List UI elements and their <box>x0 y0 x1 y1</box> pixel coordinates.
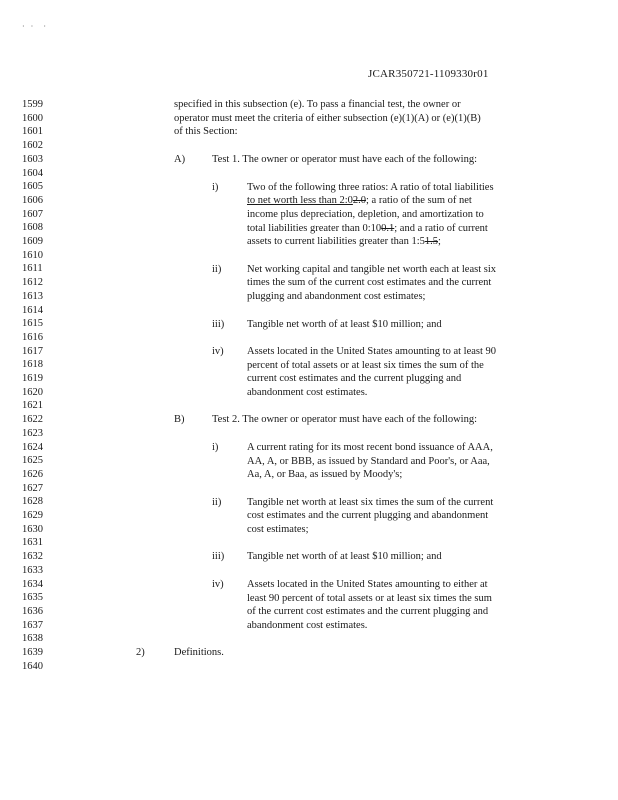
line-number: 1623 <box>22 427 43 439</box>
test-a-item-ii-marker: ii) <box>212 263 222 275</box>
line-number: 1634 <box>22 578 43 590</box>
test-a-item-i-line-3: income plus depreciation, depletion, and amortization to <box>247 208 484 220</box>
intro-line-2: operator must meet the criteria of either subsection (e)(1)(A) or (e)(1)(B) <box>174 112 481 124</box>
test-b-marker: B) <box>174 414 185 426</box>
line-number: 1614 <box>22 304 43 316</box>
line-number: 1604 <box>22 167 43 179</box>
test-b-item-ii-line-2: cost estimates and the current plugging and abandonment <box>247 510 489 522</box>
line-number: 1631 <box>22 537 43 549</box>
line-number: 1627 <box>22 482 43 494</box>
test-b-item-i-line-3: Aa, A, or Baa, as issued by Moody's; <box>247 469 403 481</box>
test-a-item-iv-marker: iv) <box>212 345 224 357</box>
test-b-item-ii-line-1: Tangible net worth at least six times the sum of the current <box>247 496 494 508</box>
test-a-item-i-line-4: total liabilities greater than 0:100.1; and a ratio of current <box>247 222 488 234</box>
line-number: 1617 <box>22 345 43 357</box>
line-number: 1636 <box>22 605 43 617</box>
line-number: 1610 <box>22 249 43 261</box>
line-number: 1616 <box>22 331 43 343</box>
test-b-item-iii-line-1: Tangible net worth of at least $10 million; and <box>247 551 442 563</box>
line-number: 1635 <box>22 592 43 604</box>
test-a-item-i-line-5: assets to current liabilities greater than 1:51.5; <box>247 236 441 248</box>
line-number: 1628 <box>22 496 43 508</box>
test-a-item-ii-line-2: times the sum of the current cost estimates and the current <box>247 277 492 289</box>
section-2-heading: Definitions. <box>174 647 224 659</box>
line-number: 1633 <box>22 564 43 576</box>
intro-line-1: specified in this subsection (e). To pass a financial test, the owner or <box>174 99 461 110</box>
section-2-marker: 2) <box>136 647 145 659</box>
line-number: 1607 <box>22 208 43 220</box>
line-number: 1602 <box>22 140 43 152</box>
test-b-item-iv-line-2: least 90 percent of total assets or at least six times the sum <box>247 592 492 604</box>
line-number: 1640 <box>22 660 43 672</box>
test-a-item-ii-line-1: Net working capital and tangible net worth each at least six <box>247 263 497 275</box>
line-number: 1599 <box>22 99 43 110</box>
document-id: JCAR350721-1109330r01 <box>368 68 489 80</box>
line-number: 1600 <box>22 112 43 124</box>
test-b-item-iv-line-4: abandonment cost estimates. <box>247 619 368 631</box>
test-a-item-iv-line-1: Assets located in the United States amounting to at least 90 <box>247 345 497 357</box>
test-b-item-iv-line-3: of the current cost estimates and the current plugging and <box>247 606 489 618</box>
test-a-item-i-line-2: to net worth less than 2:02.0; a ratio of the sum of net <box>247 195 472 207</box>
line-number: 1613 <box>22 290 43 302</box>
test-a-item-iii-marker: iii) <box>212 318 225 330</box>
test-b-item-i-marker: i) <box>212 441 219 453</box>
test-b-item-ii-line-3: cost estimates; <box>247 524 309 535</box>
test-b-item-i-line-2: AA, A, or BBB, as issued by Standard and Poor's, or Aaa, <box>247 455 490 467</box>
line-number: 1624 <box>22 441 43 453</box>
line-number: 1608 <box>22 222 43 234</box>
test-b-item-iv-line-1: Assets located in the United States amounting to either at <box>247 578 488 590</box>
line-number: 1603 <box>22 153 43 165</box>
intro-line-3: of this Section: <box>174 126 238 138</box>
line-number: 1605 <box>22 181 43 193</box>
test-a-item-i-line-1: Two of the following three ratios: A ratio of total liabilities <box>247 181 494 193</box>
line-number: 1611 <box>22 263 43 275</box>
test-a-item-iv-line-4: abandonment cost estimates. <box>247 387 368 398</box>
line-number: 1606 <box>22 194 43 206</box>
test-a-marker: A) <box>174 154 186 165</box>
line-number: 1639 <box>22 647 43 658</box>
test-a-item-iv-line-2: percent of total assets or at least six times the sum of the <box>247 359 484 371</box>
test-b-item-iv-marker: iv) <box>212 578 224 590</box>
test-b-item-i-line-1: A current rating for its most recent bond issuance of AAA, <box>247 441 493 453</box>
line-number: 1601 <box>22 126 43 138</box>
test-b-heading: Test 2. The owner or operator must have each of the following: <box>212 414 477 426</box>
line-number: 1622 <box>22 414 43 426</box>
line-number: 1619 <box>22 373 43 384</box>
test-a-heading: Test 1. The owner or operator must have each of the following: <box>212 154 477 165</box>
line-number: 1625 <box>22 455 43 467</box>
line-number: 1632 <box>22 551 43 563</box>
line-number: 1615 <box>22 318 43 330</box>
line-number: 1637 <box>22 619 43 631</box>
line-number: 1620 <box>22 386 43 398</box>
test-b-item-ii-marker: ii) <box>212 496 222 508</box>
test-a-item-i-marker: i) <box>212 181 219 193</box>
line-number: 1609 <box>22 236 43 247</box>
test-b-item-iii-marker: iii) <box>212 551 225 563</box>
scan-specks: · · · <box>22 22 46 31</box>
test-a-item-iii-line-1: Tangible net worth of at least $10 million; and <box>247 318 442 330</box>
line-number: 1621 <box>22 400 43 412</box>
line-number: 1612 <box>22 277 43 289</box>
line-number: 1629 <box>22 510 43 521</box>
line-number: 1618 <box>22 359 43 371</box>
test-a-item-iv-line-3: current cost estimates and the current plugging and <box>247 373 462 385</box>
line-number: 1638 <box>22 633 43 645</box>
test-a-item-ii-line-3: plugging and abandonment cost estimates; <box>247 291 426 303</box>
line-number: 1630 <box>22 523 43 535</box>
line-number: 1626 <box>22 468 43 480</box>
